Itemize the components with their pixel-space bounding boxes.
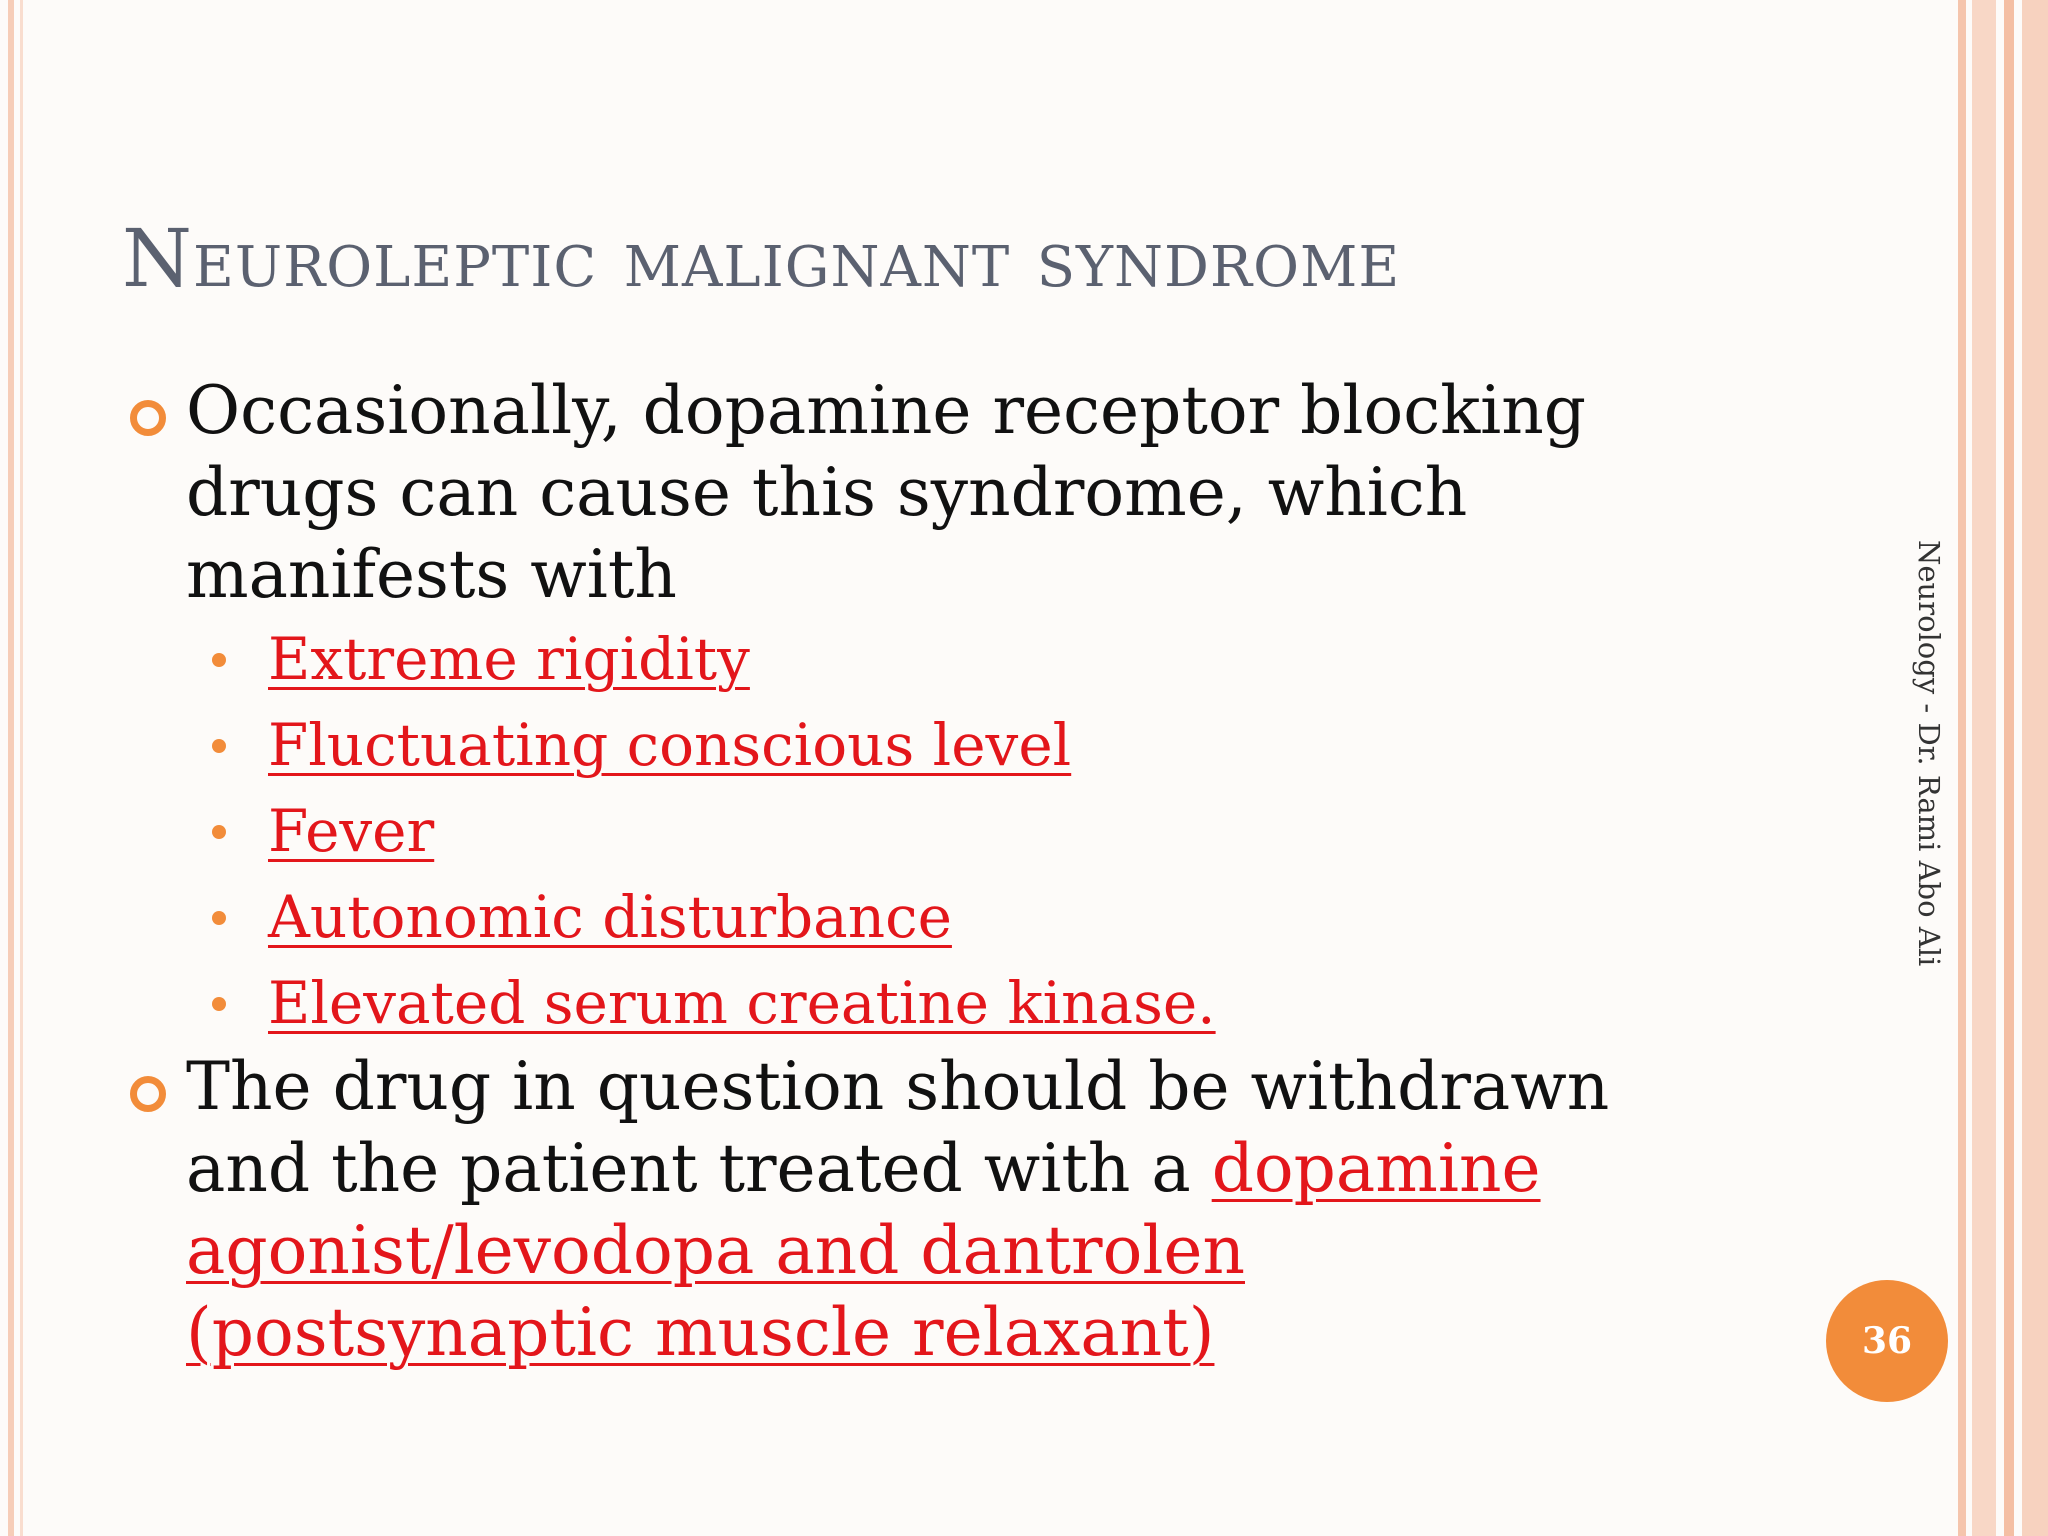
left-border-line: [8, 0, 14, 1536]
sub-item-link[interactable]: Autonomic disturbance: [268, 883, 952, 951]
slide-title: Neuroleptic malignant syndrome: [122, 212, 1401, 305]
right-border-stripe: [1958, 0, 1966, 1536]
dot-bullet-icon: [212, 825, 226, 839]
sub-item-link[interactable]: Fluctuating conscious level: [268, 711, 1072, 779]
right-border-stripe: [1972, 0, 1996, 1536]
right-border-stripe: [2004, 0, 2014, 1536]
list-item: [130, 616, 1690, 702]
bullet-item: [130, 1046, 1690, 1374]
page-number-badge: 36: [1826, 1280, 1948, 1402]
ring-bullet-icon: [130, 1076, 166, 1112]
bullet-text: The drug in question should be withdrawn and the patient treated with a: [186, 1048, 1610, 1207]
dot-bullet-icon: [212, 653, 226, 667]
sub-bullet-list: [130, 616, 1690, 1046]
right-border-stripe: [2022, 0, 2048, 1536]
ring-bullet-icon: [130, 400, 166, 436]
treatment-link[interactable]: dopamine agonist/levodopa and dantrolen (postsynaptic muscle relaxant): [186, 1130, 1541, 1371]
sub-item-link[interactable]: Fever: [268, 797, 435, 865]
sub-item-link[interactable]: Elevated serum creatine kinase.: [268, 969, 1216, 1037]
left-border-line-thin: [20, 0, 23, 1536]
slide-content: [130, 370, 1690, 1374]
dot-bullet-icon: [212, 739, 226, 753]
bullet-text: Occasionally, dopamine receptor blocking drugs can cause this syndrome, which manifests with: [186, 372, 1587, 613]
sub-item-link[interactable]: Extreme rigidity: [268, 625, 750, 693]
list-item: [130, 874, 1690, 960]
sidebar-footer-text: Neurology - Dr. Rami Abo Ali: [1912, 540, 1946, 967]
dot-bullet-icon: [212, 997, 226, 1011]
list-item: [130, 960, 1690, 1046]
list-item: [130, 702, 1690, 788]
list-item: [130, 788, 1690, 874]
bullet-item: [130, 370, 1690, 616]
dot-bullet-icon: [212, 911, 226, 925]
